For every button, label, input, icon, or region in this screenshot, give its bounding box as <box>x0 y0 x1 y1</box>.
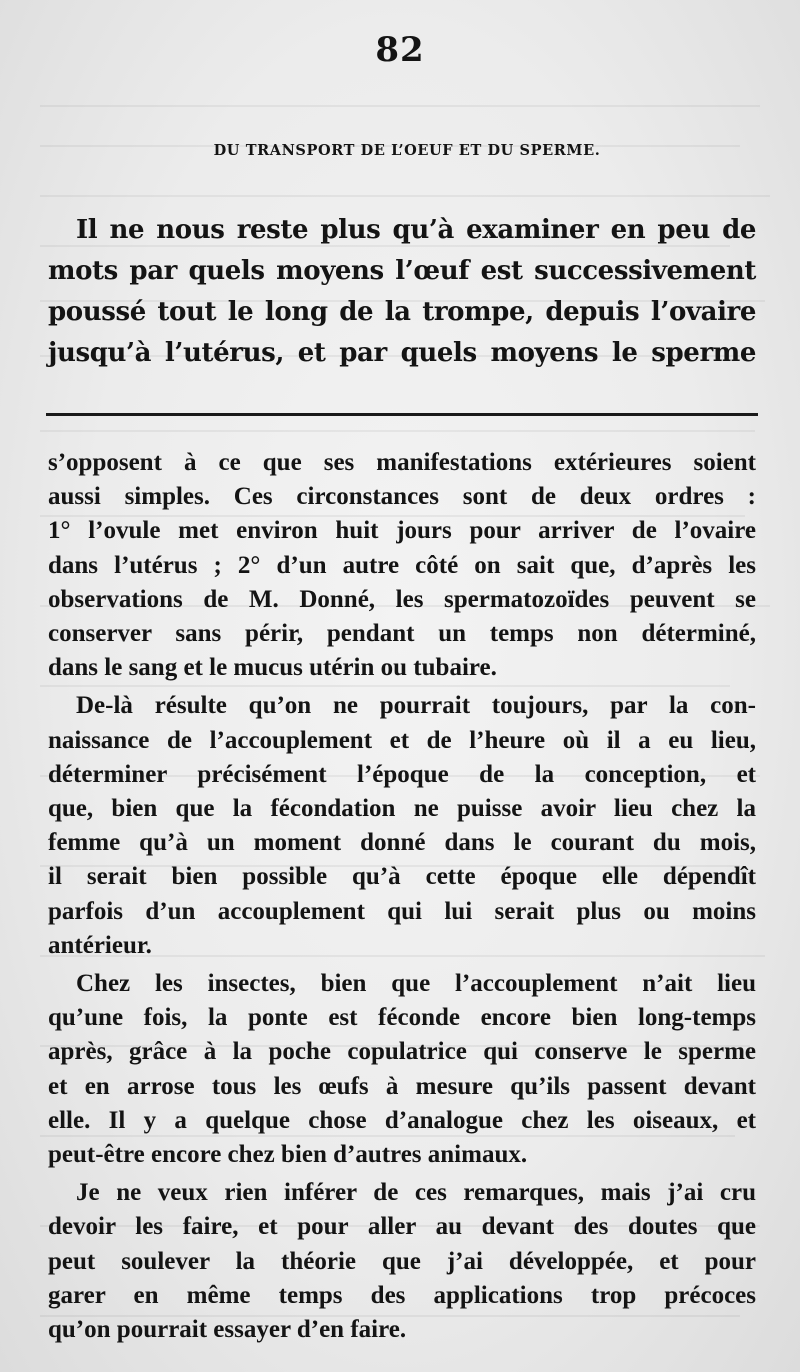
text-line: peut-être encore chez bien d’autres animaux. <box>48 1141 528 1169</box>
text-line: qu’on pourrait essayer d’en faire. <box>48 1316 407 1344</box>
text-line: dans l’utérus ; 2° d’un autre côté on sait que, d’après les <box>48 551 756 579</box>
text-line: déterminer précisément l’époque de la conception, et <box>48 760 756 788</box>
text-line: et en arrose tous les œufs à mesure qu’ils passent devant <box>48 1072 756 1100</box>
text-line: Je ne veux rien inférer de ces remarques, mais j’ai cru <box>76 1179 756 1207</box>
section-title: DU TRANSPORT DE L’OEUF ET DU SPERME. <box>213 142 601 159</box>
text-line: 1° l’ovule met environ huit jours pour arriver de l’ovaire <box>48 517 756 545</box>
text-line: parfois d’un accouplement qui lui serait plus ou moins <box>48 897 756 925</box>
text-line: devoir les faire, et pour aller au devant des doutes que <box>48 1213 756 1241</box>
page-number: 82 <box>375 30 425 70</box>
text-line: elle. Il y a quelque chose d’analogue chez les oiseaux, et <box>48 1106 756 1134</box>
text-line: il serait bien possible qu’à cette époque elle dépendît <box>48 863 756 891</box>
text-line: naissance de l’accouplement et de l’heure où il a eu lieu, <box>48 726 756 754</box>
text-line: peut soulever la théorie que j’ai développée, et pour <box>48 1247 756 1275</box>
text-line: que, bien que la fécondation ne puisse avoir lieu chez la <box>48 795 756 823</box>
text-line: femme qu’à un moment donné dans le courant du mois, <box>48 829 756 857</box>
text-line: mots par quels moyens l’œuf est successivement <box>48 256 756 286</box>
text-line: après, grâce à la poche copulatrice qui conserve le sperme <box>48 1038 756 1066</box>
text-line: poussé tout le long de la trompe, depuis l’ovaire <box>48 297 756 327</box>
text-line: conserver sans périr, pendant un temps non déterminé, <box>48 620 756 648</box>
text-line: antérieur. <box>48 931 152 959</box>
text-line: Il ne nous reste plus qu’à examiner en peu de <box>76 215 756 245</box>
text-line: s’opposent à ce que ses manifestations extérieures soient <box>48 449 756 476</box>
footnote-separator <box>46 413 758 416</box>
text-line: dans le sang et le mucus utérin ou tubaire. <box>48 654 497 682</box>
text-line: jusqu’à l’utérus, et par quels moyens le sperme <box>48 338 756 368</box>
text-line: qu’une fois, la ponte est féconde encore bien long-temps <box>48 1004 756 1032</box>
text-line: De-là résulte qu’on ne pourrait toujours, par la con- <box>76 692 756 720</box>
body-text <box>48 446 756 1347</box>
text-line: garer en même temps des applications trop précoces <box>48 1281 756 1309</box>
text-line: aussi simples. Ces circonstances sont de deux ordres : <box>48 483 756 511</box>
text-line: Chez les insectes, bien que l’accouplement n’ait lieu <box>76 970 756 998</box>
text-line: observations de M. Donné, les spermatozoïdes peuvent se <box>48 585 756 613</box>
intro-paragraph <box>48 210 756 374</box>
